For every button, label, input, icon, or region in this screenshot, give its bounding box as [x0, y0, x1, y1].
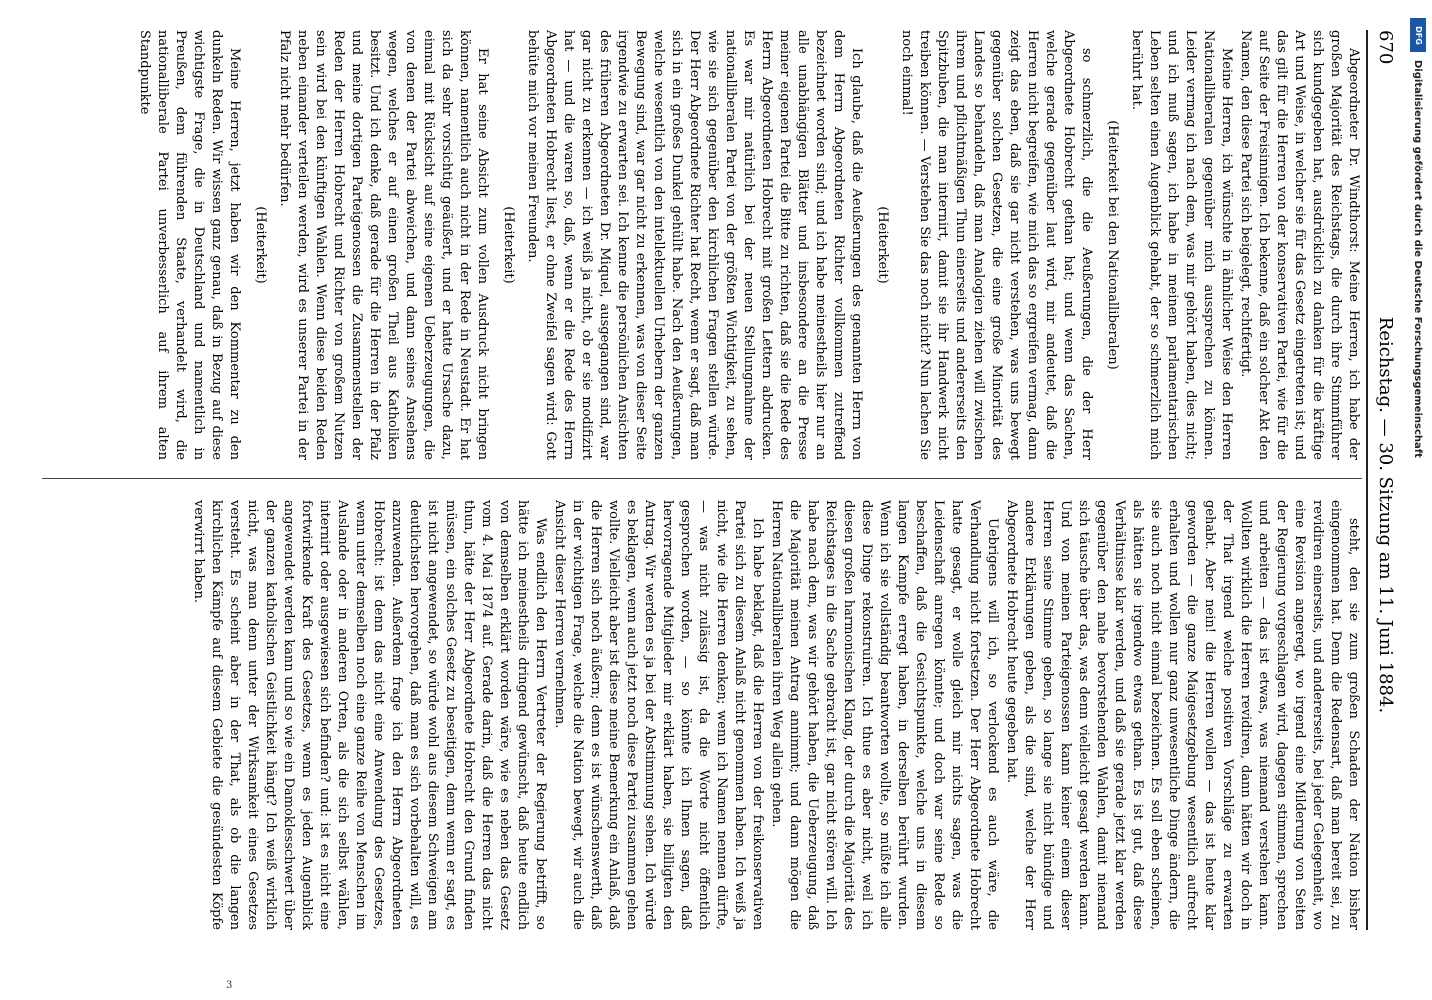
reaction-note: (Heiterkeit)	[875, 206, 890, 284]
dfg-badge-label: DFG	[1413, 25, 1423, 45]
reaction-note: (Heiterkeit bei den Nationalliberalen)	[1105, 120, 1120, 370]
paragraph: steht, den sie zum großen Schaden der Nation bisher eingenommen hat. Denn die Redensart, daß man bereit sei, zu revidiren einerseits, und andererseits, bei jeder Gelegenheit, wo eine Revision angeregt, wo irgend eine Milderung von Seiten der Regierung vorgeschlagen wird, dagegen stimmen, sprechen und arbeiten — das ist etwas, was niemand verstehen kann. Wollten wirklich die Herren revidiren, dann hätten wir doch in der That irgend welche positiven Vorschläge zu erwarten gehabt. Aber nein! die Herren wollen — das ist heute klar geworden — die ganze Maigesetzgebung wesentlich aufrecht erhalten und wollen nur ganz unwesentliche Dinge ändern, die sie auch noch nicht einmal bezeichnen. Es soll eben scheinen, als hätten sie irgendwo etwas gethan. Es ist gut, daß diese Verhältnisse klar werden, und daß sie gerade jetzt klar werden gegenüber den nahe bevorstehenden Wahlen, damit niemand sich täusche über das, was denn vielleicht gesagt werden kann. Und von meinen Parteigenossen kann keiner einem dieser Herren seine Stimme geben, so lange sie nicht bündige und andere Erklärungen geben, als die sind, welche der Herr Abgeordnete Hobrecht heute gegeben hat.	[1004, 500, 1361, 930]
page-header	[1364, 30, 1404, 930]
document-page	[20, 0, 1420, 960]
paragraph: Uebrigens will ich, so verlockend es auch wäre, die Verhandlung nicht fortsetzen. Der Herr Abgeordnete Hobrecht hatte gesagt, er wolle gleich mir nichts sagen, was die Leidenschaft anregen könnte; und doch war seine Rede so beschaffen, daß die Gesichtspunkte, welche uns in diesem langen Kampfe erregt haben, in derselben berührt wurden. Wenn ich sie vollständig beantworten wollte, so müßte ich alle diese Dinge rekonstruiren. Ich thue es aber nicht, weil ich diesen großen harmonischen Klang, der durch die Majorität des Reichstages in die Sache gebracht ist, gar nicht stören will. Ich habe nach dem, was wir gehört haben, die Ueberzeugung, daß die Majorität meinen Antrag annimmt; und dann mögen die Herren Nationalliberalen ihren Weg allein gehen.	[769, 500, 1000, 930]
running-head: Reichstag. — 30. Sitzung am 11. Juni 1884.	[1375, 316, 1396, 714]
paragraph: Meine Herren, jetzt haben wir den Kommentar zu den dunkeln Reden. Wir wissen ganz genau, daß in Bezug auf diese wichtigste Frage, die in Deutschland und namentlich in Preußen, dem führenden Staate, verhandelt wird, die nationalliberale Partei unverbesserlich auf ihrem alten Standpunkte	[137, 30, 242, 460]
page-number: 670	[1375, 30, 1396, 65]
credit-text: Digitalisierung gefördert durch die Deutsche Forschungsgemeinschaft	[1412, 60, 1423, 458]
paragraph: so schmerzlich, die die Aeußerungen, die der Herr Abgeordnete Hobrecht gethan hat; und wenn das Sachen, welche gerade gegenüber laut wird, mir andeutet, daß die Herren nicht begreifen, wie mich das so ergreifen vermag, dann zeigt das eben, daß sie gar nicht verstehen, was uns bewegt gegenüber solchen Gesetzen, die eine große Minorität des Landes so behandeln, daß man Analogien ziehen will zwischen ihrem und pflichtmäßigen Thun einerseits und andererseits den Spitzbuben, die man internirt, damit sie ihr Handwerk nicht treiben können. — Verstehen Sie das noch nicht? Nun lachen Sie noch einmal!	[899, 30, 1094, 460]
header-rule	[1366, 30, 1368, 930]
right-column	[42, 500, 1362, 930]
column-divider	[42, 478, 1362, 479]
left-column	[42, 30, 1362, 460]
paragraph: Meine Herren, ich wünschte in ähnlicher Weise den Herren Nationalliberalen gegenüber mich aussprechen zu können. Leider vermag ich nach dem, was mir gehört haben, dies nicht; und ich muß sagen, ich habe in meinem parlamentarischen Leben selten einen Augenblick gehabt, der so schmerzlich mich berührt hat.	[1129, 30, 1234, 460]
paragraph: Er hat seine Absicht zum vollen Ausdruck nicht bringen können, namentlich auch nicht in der Rede in Neustadt. Er hat sich da sehr vorsichtig geäußert, und er hatte Ursache dazu, einmal mit Rücksicht auf seine eigenen Ueberzeugungen, die von denen der Partei abweichen, und dann seines Ansehens wegen, welches er auf einen großen Theil aus Katholiken besitzt. Und ich denke, daß gerade für die Herren in der Pfalz und meine dortigen Parteigenossen die Zusammenstellen der Reden der Herren Hobrecht und Richter von großem Nutzen sein wird bei den künftigen Wahlen. Wenn diese beiden Reden neben einander verteilen werden, wird es unserer Partei in der Pfalz nicht mehr bedürfen.	[277, 30, 490, 460]
reaction-note: (Heiterkeit)	[253, 206, 268, 284]
paragraph: Ich glaube, daß die Aeußerungen des genannten Herrn von dem Herrn Abgeordneten Richter vollkommen zutreffend bezeichnet worden sind; und ich habe meinestheils hier nur an alle unabhängigen Blätter und insbesondere an die Presse meiner eigenen Partei die Bitte zu richten, daß sie die Rede des Herrn Abgeordneten Hobrecht mit großen Lettern abdrucken. Es war mir natürlich bei der neuen Stellungnahme der nationalliberalen Partei von der größten Wichtigkeit, zu sehen, wie sie sich gegenüber den kirchlichen Fragen stellen würde. Der Herr Abgeordnete Richter hat Recht, wenn er sagt, daß man sich in ein großes Dunkel gehüllt habe. Nach den Aeußerungen, welche wesentlich von den intellektuellen Urhebern der ganzen Bewegung sind, war gar nicht zu erkennen, was von dieser Seite irgendwie zu erwarten sei. Ich kenne die persönlichen Ansichten des früheren Abgeordneten Dr. Miquel, ausgegangen sind, war gar nicht zu erkennen — ich weiß ja nicht, ob er sie modifizirt hat — und die waren so, daß, wenn er die Rede des Herrn Abgeordneten Hobrecht liest, er ohne Zweifel sagen wird: Gott behüte mich vor meinen Freunden.	[525, 30, 864, 460]
paragraph: Abgeordneter Dr. Windthorst: Meine Herren, ich habe der großen Majorität des Reichstags, die durch ihre Stimmführer sich kundgegeben hat, ausdrücklich zu danken für die kräftige Art und Weise, in welcher sie für das Gesetz eingetreten ist; und das gilt für die Herren von der konservativen Partei, wie für die auf Seite der Freisinnigen. Ich bekenne, daß ein solcher Akt den Namen, den diese Partei sich beigelegt, rechtfertigt.	[1238, 30, 1361, 460]
paragraph: Was endlich den Herrn Vertreter der Regierung betrifft, so hätte ich meinestheils dringend gewünscht, daß heute endlich von demselben erklärt worden wäre, wie es neben das Gesetz vom 4. Mai 1874 auf. Gerade darin, daß die Herren das nicht thun, hätte der Herr Abgeordnete Hobrecht den Grund finden müssen, ein solches Gesetz zu beseitigen, denn wenn er sagt, es ist nicht angewendet, so würde wohl aus diesem Schweigen am deutlichsten hervorgehen, daß man es sich vorbehalten will, es anzuwenden. Außerdem frage ich den Herrn Abgeordneten Hobrecht: ist denn das nicht eine Anwendung des Gesetzes, wenn unter demselben noch eine ganze Reihe von Menschen im Auslande oder in anderen Orten, als die sich selbst wählen, internirt oder ausgewiesen sich befinden? und: ist es nicht eine fortwirkende Kraft des Gesetzes, wenn es jeden Augenblick angewendet werden kann und so wie ein Damoklesschwert über der ganzen katholischen Geistlichkeit hängt? Ich weiß wirklich nicht, was man denn unter der Wirksamkeit eines Gesetzes versteht. Es scheint aber in der That, als ob die langen kirchlichen Kämpfe auf diesem Gebiete die gesündesten Köpfe verwirrt haben.	[191, 500, 548, 930]
reaction-note: (Heiterkeit)	[501, 206, 516, 284]
footer-mark: 3	[226, 980, 233, 991]
dfg-logo-icon	[1410, 18, 1426, 52]
paragraph: Ich habe beklagt, daß die Herren von der freikonservativen Partei sich zu diesem Anlaß nicht genommen haben. Ich weiß ja nicht, wie die Herren denken; wenn ich Namen nennen dürfte, — was nicht zulässig ist, da die Worte nicht öffentlich gesprochen worden, — so könnte ich Ihnen sagen, daß hervorragende Mitglieder mir erklärt haben, sie billigten den Antrag. Wir werden es ja bei der Abstimmung sehen. Ich würde es beklagen, wenn auch jetzt noch diese Partei zusammen gehen wollte. Vielleicht aber ist diese meine Bemerkung ein Anlaß, daß die Herren sich noch äußern; denn es ist wünschenswerth, daß in der wichtigen Frage, welche die Nation bewegt, wir auch die Ansicht dieser Herren vernehmen.	[552, 500, 765, 930]
digitization-credit	[1410, 0, 1428, 1000]
